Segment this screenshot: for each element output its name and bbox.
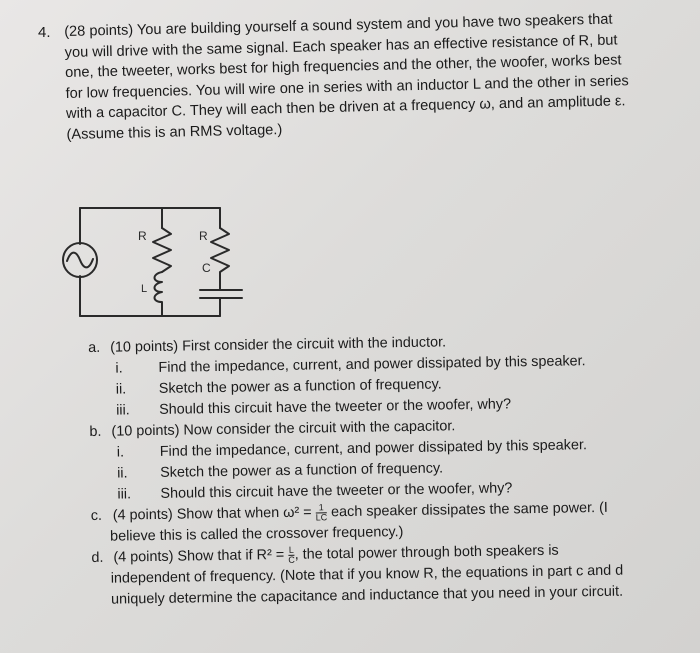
- part-b-text: (10 points) Now consider the circuit with the capacitor.: [111, 418, 456, 440]
- intro-line: (Assume this is an RMS voltage.): [66, 121, 283, 143]
- part-d-label: d.: [91, 549, 104, 566]
- circuit-diagram: [40, 200, 260, 325]
- item-text: Find the impedance, current, and power dissipated by this speaker.: [159, 437, 588, 460]
- item-number: ii.: [117, 465, 128, 482]
- question-parts: [88, 329, 692, 611]
- part-d-post: , the total power through both speakers is: [294, 542, 559, 563]
- item-text: Sketch the power as a function of frequency.: [160, 460, 444, 481]
- part-d-line3: uniquely determine the capacitance and inductance that you need in your circuit.: [110, 583, 624, 608]
- question-number: 4.: [38, 24, 51, 41]
- sine-wave-icon: [67, 253, 93, 268]
- item-text: Should this circuit have the tweeter or the woofer, why?: [160, 480, 513, 502]
- question-intro: [64, 8, 667, 145]
- intro-line: for low frequencies. You will wire one in series with an inductor L and the other in series: [65, 72, 629, 102]
- frac-numerator: 1: [315, 503, 327, 513]
- intro-line: (28 points) You are building yourself a sound system and you have two speakers that: [64, 11, 613, 40]
- part-c-label: c.: [90, 507, 103, 524]
- intro-line: one, the tweeter, works best for high frequencies and the other, the woofer, works best: [64, 52, 622, 81]
- item-text: Find the impedance, current, and power dissipated by this speaker.: [158, 353, 586, 376]
- label-capacitor: C: [202, 261, 211, 275]
- label-r-right: R: [199, 229, 208, 243]
- part-b-label: b.: [89, 423, 102, 440]
- intro-line: you will drive with the same signal. Each speaker has an effective resistance of R, but: [64, 31, 618, 61]
- resistor-right-icon: [211, 228, 229, 290]
- item-text: Should this circuit have the tweeter or the woofer, why?: [159, 396, 512, 418]
- label-inductor: L: [141, 283, 148, 295]
- item-number: iii.: [117, 486, 132, 503]
- frac-numerator: L: [288, 544, 294, 555]
- part-d-line2: independent of frequency. (Note that if you know R, the equations in part c and d: [110, 562, 624, 587]
- item-number: ii.: [115, 381, 127, 398]
- item-text: Sketch the power as a function of frequency.: [158, 376, 442, 397]
- item-number: i.: [116, 444, 125, 461]
- frac-denominator: C: [288, 554, 295, 565]
- item-number: iii.: [116, 402, 130, 419]
- part-a-text: (10 points) First consider the circuit with the inductor.: [110, 334, 447, 356]
- item-number: i.: [115, 360, 123, 377]
- part-c-line2: believe this is called the crossover frequency.): [109, 524, 404, 545]
- part-c-post: each speaker dissipates the same power. (I: [326, 499, 608, 521]
- inductor-icon: [155, 272, 163, 316]
- fraction-one-over-lc: [315, 503, 327, 522]
- intro-line: with a capacitor C. They will each then be driven at a frequency ω, and an amplitude ε.: [65, 93, 626, 122]
- part-a-label: a.: [88, 339, 101, 356]
- frac-denominator: LC: [315, 511, 328, 523]
- label-r-left: R: [138, 229, 147, 243]
- part-d-pre: (4 points) Show that if R² =: [113, 546, 289, 566]
- resistor-left-icon: [153, 228, 171, 272]
- part-c-pre: (4 points) Show that when ω² =: [112, 504, 316, 524]
